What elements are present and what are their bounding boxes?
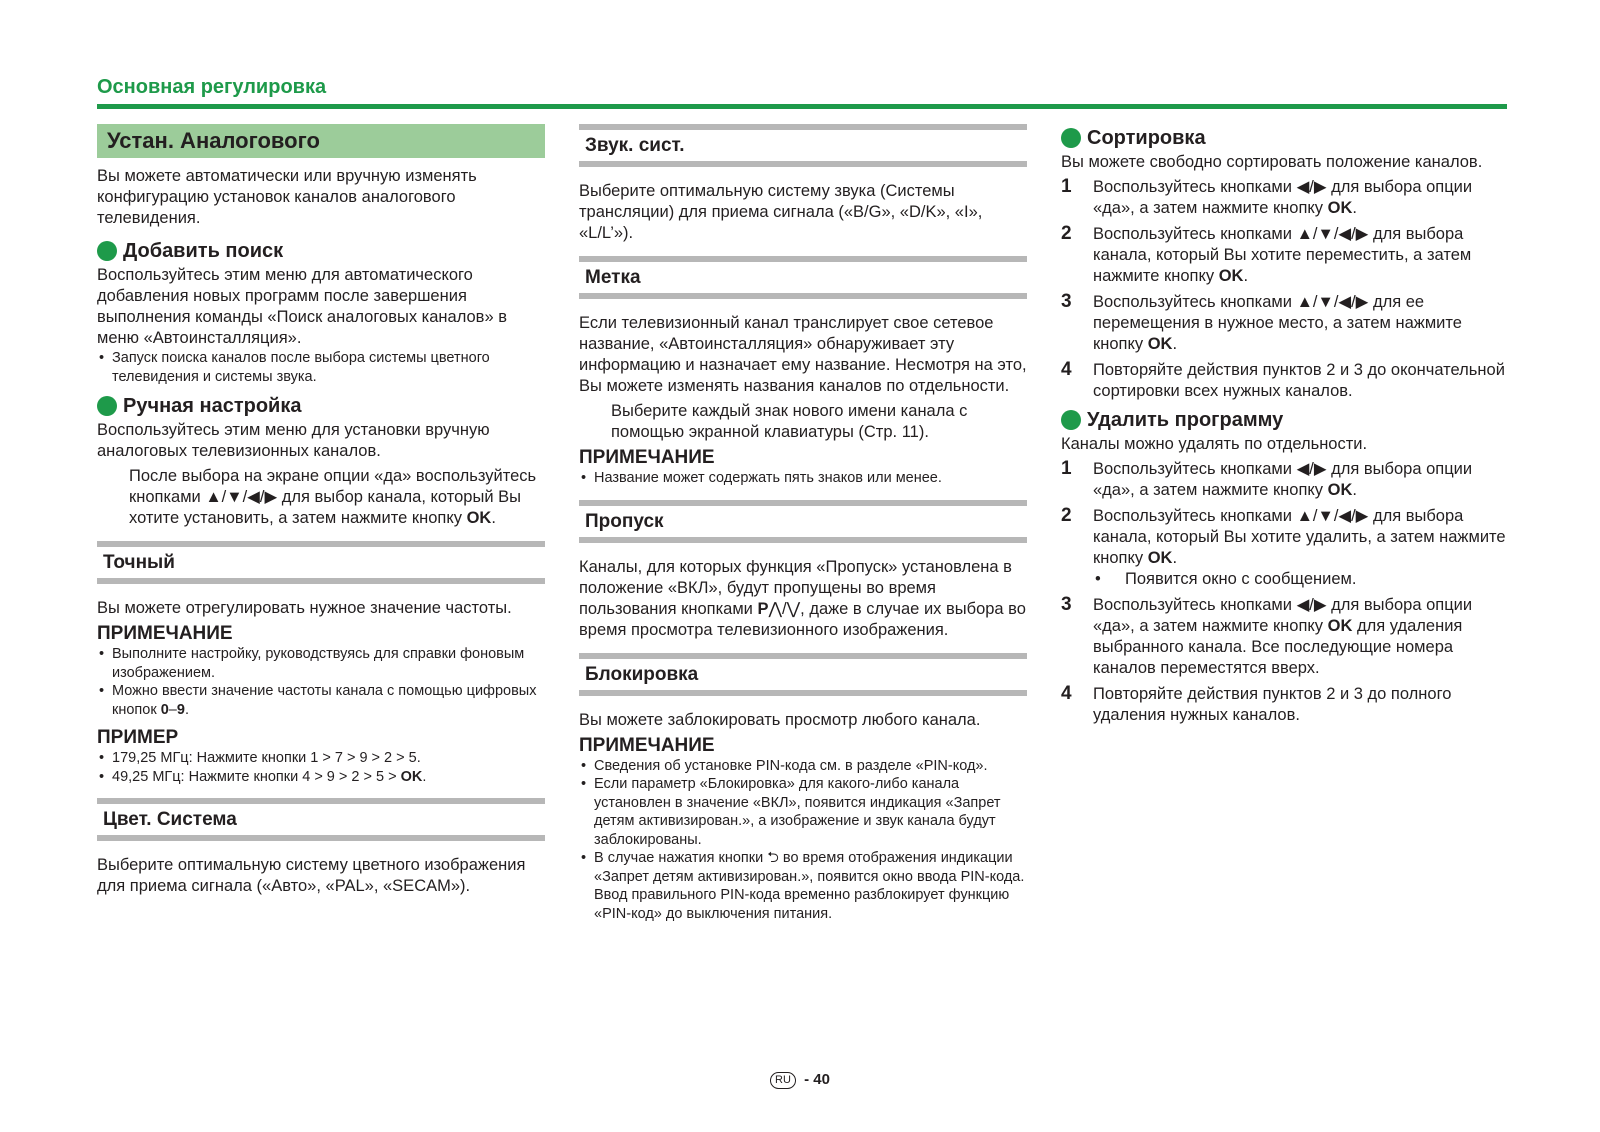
section-title: Основная регулировка <box>97 76 327 98</box>
step-text: Воспользуйтесь кнопками ▲/▼/◀/▶ для ее перемещения в нужное место, а затем нажмите кнопку <box>1093 293 1462 353</box>
step-item <box>1061 177 1511 219</box>
punct: . <box>1352 481 1357 499</box>
lock-notes <box>579 757 1027 924</box>
note-item: • Сведения об установке PIN-кода см. в разделе «PIN-код». <box>579 757 1027 776</box>
note-item <box>97 682 545 719</box>
ok-key-label: OK <box>1147 549 1173 567</box>
note-item <box>579 849 1027 923</box>
skip-heading: Пропуск <box>579 500 1027 543</box>
manual-body: Воспользуйтесь этим меню для установки вручную аналоговых телевизионных каналов. <box>97 421 490 460</box>
color-heading: Цвет. Система <box>97 798 545 841</box>
label-instruction: Выберите каждый знак нового имени канала с помощью экранной клавиатуры (Стр. 11). <box>611 402 968 441</box>
step-text: Воспользуйтесь кнопками ▲/▼/◀/▶ для выбора канала, который Вы хотите переместить, а затем нажмите кнопку <box>1093 225 1472 285</box>
example-text: 49,25 МГц: Нажмите кнопки 4 > 9 > 2 > 5 > <box>112 768 401 785</box>
step-text-end: для удаления выбранного канала. Все последующие номера каналов переместятся вверх. <box>1093 617 1463 677</box>
skip-text: Каналы, для которых функция «Пропуск» установлена в положение «ВКЛ», будут пропущены во время пользования кнопками <box>579 557 1012 618</box>
example-label: ПРИМЕР <box>97 727 179 748</box>
bullet-dot-icon <box>1061 410 1081 430</box>
header-rule <box>97 104 1507 109</box>
column-2 <box>579 124 1027 931</box>
intro-text: Вы можете автоматически или вручную изменять конфигурацию установок каналов аналогового телевидения. <box>97 167 477 227</box>
fine-notes <box>97 645 545 719</box>
step-number: 4 <box>1061 683 1072 704</box>
sort-body: Вы можете свободно сортировать положение каналов. <box>1061 153 1483 171</box>
step-text: Повторяйте действия пунктов 2 и 3 до окончательной сортировки всех нужных каналов. <box>1093 361 1505 400</box>
delete-heading <box>1061 408 1511 432</box>
sound-body: Выберите оптимальную систему звука (Системы трансляции) для приема сигнала («B/G», «D/K», «I», «L/L’»). <box>579 182 983 242</box>
lock-body: Вы можете заблокировать просмотр любого канала. <box>579 710 981 729</box>
bullet-dot-icon <box>97 396 117 416</box>
step-notes <box>1093 569 1511 590</box>
ok-key-label: OK <box>400 768 423 785</box>
lock-note-label: ПРИМЕЧАНИЕ <box>579 734 715 756</box>
delete-body: Каналы можно удалять по отдельности. <box>1061 435 1368 453</box>
bullet-dot-icon <box>97 241 117 261</box>
p-key-label: P <box>757 599 769 618</box>
note-item: • Появится окно с сообщением. <box>1093 569 1511 590</box>
sound-heading: Звук. сист. <box>579 124 1027 167</box>
lock-heading: Блокировка <box>579 653 1027 696</box>
footer-sep: - <box>799 1071 814 1088</box>
main-title: Устан. Аналогового <box>97 124 545 158</box>
step-number: 3 <box>1061 291 1072 312</box>
note-item: • Запуск поиска каналов после выбора системы цветного телевидения и системы звука. <box>97 349 545 386</box>
fine-heading: Точный <box>97 541 545 584</box>
ok-key-label: OK <box>1327 617 1353 635</box>
ok-key-label: OK <box>1327 481 1353 499</box>
language-badge: RU <box>770 1072 796 1089</box>
step-number: 1 <box>1061 458 1072 479</box>
bullet-dot-icon <box>1061 128 1081 148</box>
dash: – <box>168 701 177 718</box>
note-text: В случае нажатия кнопки <box>594 850 768 866</box>
column-3 <box>1061 124 1511 732</box>
step-item <box>1061 506 1511 590</box>
label-heading: Метка <box>579 256 1027 299</box>
step-number: 2 <box>1061 223 1072 244</box>
fine-body: Вы можете отрегулировать нужное значение частоты. <box>97 599 512 617</box>
punct: . <box>422 768 427 785</box>
key-9: 9 <box>176 701 185 718</box>
step-text: Воспользуйтесь кнопками ◀/▶ для выбора опции «да», а затем нажмите кнопку <box>1093 596 1473 635</box>
key-0: 0 <box>160 701 169 718</box>
example-item <box>97 768 545 787</box>
step-item <box>1061 224 1511 287</box>
sort-heading <box>1061 126 1511 150</box>
step-number: 2 <box>1061 505 1072 526</box>
add-search-title: Добавить поиск <box>123 240 284 262</box>
step-text: Повторяйте действия пунктов 2 и 3 до полного удаления нужных каналов. <box>1093 685 1452 724</box>
ok-key-label: OK <box>466 509 492 527</box>
step-text: Воспользуйтесь кнопками ▲/▼/◀/▶ для выбора канала, который Вы хотите удалить, а затем нажмите кнопку <box>1093 507 1506 567</box>
step-item <box>1061 292 1511 355</box>
manual-instruction-text: После выбора на экране опции «да» воспользуйтесь кнопками ▲/▼/◀/▶ для выбор канала, который Вы хотите установить, а затем нажмите кнопку <box>129 467 537 527</box>
step-number: 3 <box>1061 594 1072 615</box>
add-search-heading <box>97 239 545 263</box>
note-item: • Если параметр «Блокировка» для какого-либо канала установлен в значение «ВКЛ», появится индикация «Запрет детям активизирован.», а изображение и звук канала будут заблокированы. <box>579 775 1027 849</box>
ok-key-label: OK <box>1147 335 1173 353</box>
punct: . <box>1172 335 1178 353</box>
delete-title: Удалить программу <box>1087 409 1284 431</box>
punct: . <box>1243 267 1249 285</box>
label-body: Если телевизионный канал транслирует свое сетевое название, «Автоинсталляция» обнаруживает эту информацию и назначает ему название. Несмотря на это, Вы можете изменять названия каналов по отдельности. <box>579 314 1027 395</box>
punct: . <box>1172 549 1178 567</box>
step-number: 4 <box>1061 359 1072 380</box>
fine-note-label: ПРИМЕЧАНИЕ <box>97 623 233 644</box>
example-item: • 179,25 МГц: Нажмите кнопки 1 > 7 > 9 > 2 > 5. <box>97 749 545 768</box>
add-search-notes <box>97 349 545 386</box>
note-item: • Выполните настройку, руководствуясь для справки фоновым изображением. <box>97 645 545 682</box>
step-number: 1 <box>1061 176 1072 197</box>
step-item <box>1061 595 1511 679</box>
manual-instruction <box>97 466 545 529</box>
note-text: Можно ввести значение частоты канала с помощью цифровых кнопок <box>112 683 537 718</box>
example-list <box>97 749 545 786</box>
ok-key-label: OK <box>1327 199 1353 217</box>
step-text: Воспользуйтесь кнопками ◀/▶ для выбора опции «да», а затем нажмите кнопку <box>1093 460 1473 499</box>
punct: . <box>184 701 189 718</box>
ok-key-label: OK <box>1218 267 1244 285</box>
column-1 <box>97 124 545 907</box>
sort-title: Сортировка <box>1087 127 1206 149</box>
label-notes <box>579 469 1027 488</box>
sort-steps <box>1061 177 1511 402</box>
manual-title: Ручная настройка <box>123 395 302 417</box>
return-icon: ⮌ <box>767 850 779 866</box>
note-text-end: во время отображения индикации «Запрет детям активизирован.», появится окно ввода PIN-кода. Ввод правильного PIN-кода временно разблокирует функцию «PIN-код» до выключения питания. <box>594 850 1025 922</box>
step-text: Воспользуйтесь кнопками ◀/▶ для выбора опции «да», а затем нажмите кнопку <box>1093 178 1473 217</box>
punct: . <box>491 509 496 527</box>
delete-steps <box>1061 459 1511 726</box>
color-body: Выберите оптимальную систему цветного изображения для приема сигнала («Авто», «PAL», «SECAM»). <box>97 856 526 895</box>
step-item <box>1061 360 1511 402</box>
up-down-arrows-icon: ⋀/⋁ <box>768 599 801 618</box>
page-footer <box>0 1071 1600 1089</box>
note-item: • Название может содержать пять знаков или менее. <box>579 469 1027 488</box>
step-item <box>1061 684 1511 726</box>
manual-heading <box>97 394 545 418</box>
page-number: 40 <box>813 1071 830 1088</box>
add-search-body: Воспользуйтесь этим меню для автоматического добавления новых программ после завершения выполнения команды «Поиск аналоговых каналов» в меню «Автоинсталляция». <box>97 266 507 347</box>
step-item <box>1061 459 1511 501</box>
skip-text-end: , даже в случае их выбора во время просмотра телевизионного изображения. <box>579 599 1026 639</box>
punct: . <box>1352 199 1357 217</box>
label-note-label: ПРИМЕЧАНИЕ <box>579 447 715 468</box>
skip-body <box>579 557 1027 641</box>
